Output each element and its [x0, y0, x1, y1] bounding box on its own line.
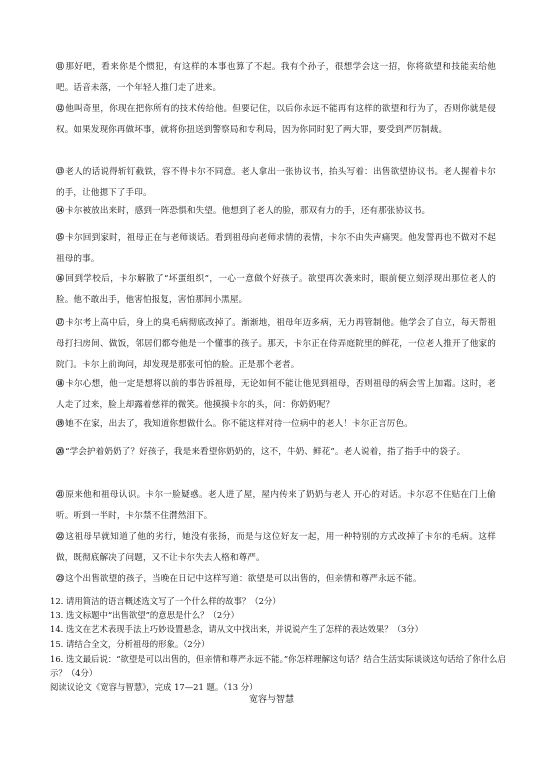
paragraph-text: 那好吧，看来你是个惯犯，有这样的本事也算了不起。我有个孙子，很想学会这一招，你将欲望和技能卖给他吧。话音未落，一个年轻人推门走了进来。 — [56, 62, 496, 93]
reading-instruction: 阅读议论文《宽容与智慧》，完成 17—21 题。（13 分） — [50, 682, 258, 692]
paragraph-17 — [56, 312, 496, 376]
paragraph-11 — [56, 56, 496, 99]
paragraph-18 — [56, 373, 496, 416]
paragraph-21 — [56, 484, 496, 527]
paragraph-text: 卡尔被放出来时，感到一阵恐惧和失望。他想到了老人的脸，那双有力的手，还有那张协议书。 — [65, 206, 431, 216]
next-article-title: 宽容与智慧 — [248, 695, 294, 705]
question-13: 13. 选文标题中“出售欲望”的意思是什么？（2分） — [50, 610, 239, 620]
paragraph-number: ⑱ — [56, 379, 65, 388]
paragraph-text: 回到学校后，卡尔解散了“坏蛋组织”，一心一意做个好孩子。欲望再次袭来时，眼前便立刻浮现出那位老人的脸。他不敢出手，他害怕报复，害怕那间小黑屋。 — [56, 274, 496, 305]
paragraph-number: ㉓ — [56, 574, 65, 583]
paragraph-15 — [56, 227, 496, 270]
paragraph-number: ⑰ — [56, 318, 65, 327]
paragraph-number: ㉑ — [56, 490, 65, 499]
question-12: 12. 请用简洁的语言概述选文写了一个什么样的故事？（2分） — [50, 596, 281, 606]
paragraph-number: ⑮ — [56, 233, 65, 242]
paragraph-text: 卡尔回到家时，祖母正在与老师谈话。看到祖母向老师求情的表情，卡尔不由失声痛哭。他发誓再也不做对不起祖母的事。 — [56, 233, 496, 264]
question-15: 15. 请结合全文，分析祖母的形象。（2分） — [50, 639, 210, 649]
paragraph-16 — [56, 268, 496, 311]
paragraph-13 — [56, 161, 496, 204]
paragraph-23 — [56, 568, 496, 590]
paragraph-number: ⑫ — [56, 104, 65, 113]
paragraph-19 — [56, 413, 496, 435]
question-16: 16. 选文最后说：“欲望是可以出售的，但亲情和尊严永远不能。”你怎样理解这句话？结合生活实际谈谈这句话给了你什么启示？（4分） — [50, 654, 506, 678]
paragraph-22 — [56, 526, 496, 569]
paragraph-text: 卡尔心想，他一定是想将以前的事告诉祖母，无论如何不能让他见到祖母，否则祖母的病会雪上加霜。这时，老人走了过来，脸上却露着慈祥的微笑。他摸摸卡尔的头，问：你奶奶呢？ — [56, 379, 496, 410]
paragraph-number: ⑭ — [56, 206, 65, 215]
question-14: 14. 选文在艺术表现手法上巧妙设置悬念，请从文中找出来，并说说产生了怎样的表达效果？（3分） — [50, 624, 424, 634]
paragraph-number: ⑪ — [56, 62, 65, 71]
paragraph-12 — [56, 98, 496, 141]
paragraph-14 — [56, 200, 496, 222]
paragraph-number: ⑯ — [56, 274, 65, 283]
paragraph-text: 这祖母早就知道了他的劣行，她没有张扬，而是与这位好友一起，用一种特别的方式改掉了卡尔的毛病。这样做，既彻底解决了问题，又不让卡尔失去人格和尊严。 — [56, 532, 496, 563]
paragraph-text: 他叫奇里，你现在把你所有的技术传给他。但要记住，以后你永远不能再有这样的欲望和行为了，否则你就是侵权。如果发现你再做坏事，就将你扭送到警察局和专利局，因为你同时犯了两大罪，要受到严厉制裁。 — [56, 104, 496, 135]
paragraph-number: ㉒ — [56, 532, 65, 541]
paragraph-number: ⑬ — [56, 167, 65, 176]
paragraph-number: ⑳ — [56, 447, 65, 456]
paragraph-text: 卡尔考上高中后，身上的臭毛病彻底改掉了。渐渐地，祖母年迈多病，无力再管制他。他学会了自立，每天帮祖母打扫房间、做饭，邻居们都夸他是一个懂事的孩子。那天，卡尔正在侍弄庭院里的鲜花，一位老人推开了他家的院门。卡尔上前询问，却发现是那张可怕的脸。正是那个老者。 — [56, 318, 496, 370]
paragraph-text: 原来他和祖母认识。卡尔一脸疑惑。老人进了屋，屋内传来了奶奶与老人 开心的对话。卡尔忍不住贴在门上偷听。听到一半时，卡尔禁不住潸然泪下。 — [56, 490, 496, 521]
paragraph-20 — [56, 441, 496, 463]
paragraph-text: 老人的话说得斩钉截铁，容不得卡尔不同意。老人拿出一张协议书，抬头写着：出售欲望协议书。老人握着卡尔的手，让他摁下了手印。 — [56, 167, 496, 198]
paragraph-number: ⑲ — [56, 419, 65, 428]
paragraph-text: 这个出售欲望的孩子，当晚在日记中这样写道：欲望是可以出售的，但亲情和尊严永远不能。 — [65, 574, 422, 584]
paragraph-text: “学会护着奶奶了？好孩子，我是来看望你奶奶的，这不，牛奶、鲜花”。老人说着，指了指手中的袋子。 — [65, 447, 466, 457]
paragraph-text: 她不在家，出去了，我知道你想做什么。你不能这样对待一位病中的老人！卡尔正言厉色。 — [65, 419, 413, 429]
